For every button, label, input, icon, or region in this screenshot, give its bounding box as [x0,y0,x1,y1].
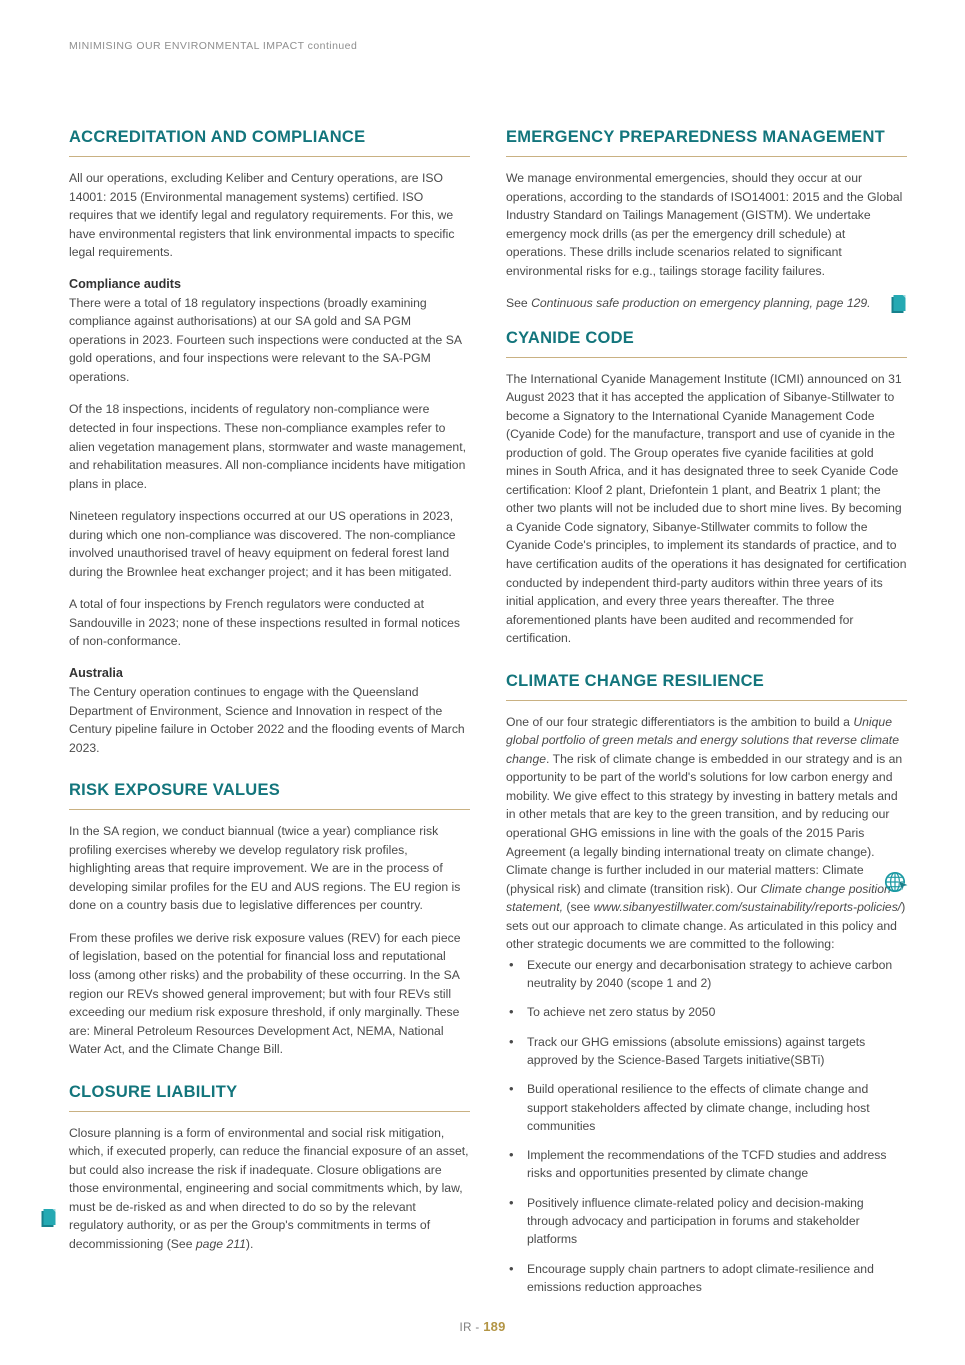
heading-rule [69,156,470,157]
compliance-audits-paragraph-2: Of the 18 inspections, incidents of regulatory non-compliance were detected in four inspections. These non-compliance examples refer to alien vegetation management plans, stormwater and waste management, and rehabilitation measures. All non-compliance incidents have mitigation plans in place. [69,402,466,491]
list-item: • Encourage supply chain partners to adopt climate-resilience and emissions reduction approaches [506,1260,907,1297]
section-title-emergency-preparedness: EMERGENCY PREPAREDNESS MANAGEMENT [506,128,885,146]
section-gap [69,771,470,781]
closure-liability-text-after: ). [245,1236,254,1251]
document-icon[interactable] [40,1208,57,1229]
subheading-compliance-audits: Compliance audits [69,276,181,291]
risk-exposure-paragraph-2: From these profiles we derive risk exposure values (REV) for each piece of legislation, based on the potential for financial loss and reputational loss (among other risks) and the probability of these occurring. In the SA region our REVs showed general improvement; but with four REVs still exceeding our medium risk exposure threshold, if only marginally. These are: Mineral Petroleum Resources Development Act, NEMA, National Water Act, and the Climate Change Bill. [69,930,461,1057]
list-item: • To achieve net zero status by 2050 [506,1003,907,1021]
list-item: • Positively influence climate-related policy and decision-making through advocacy and participation in forums and stakeholder platforms [506,1194,907,1249]
compliance-audits-paragraph-3: Nineteen regulatory inspections occurred at our US operations in 2023, during which one non-compliance was discovered. The non-compliance involved unauthorised travel of heavy equipment on federal forest land during the Brownlee heat exchanger project; and it has been mitigated. [69,509,456,579]
compliance-audits-paragraph-1: There were a total of 18 regulatory inspections (broadly examining compliance against authorisations) at our SA gold and SA PGM operations in 2023. Fourteen such inspections were conducted at the SA gold operations, and four inspections were relevant to the SA-PGM operations. [69,295,462,384]
climate-italic-position-statement: Climate change position statement, [506,881,891,915]
page-number: 189 [483,1319,506,1334]
climate-text-segment-3: (see [563,900,594,915]
cross-reference-target: Continuous safe production on emergency planning, page 129. [531,296,871,311]
section-title-climate-change-resilience: CLIMATE CHANGE RESILIENCE [506,671,765,690]
climate-text-segment-1: One of our four strategic differentiators is the ambition to build a [506,714,854,729]
right-column [506,128,907,1307]
running-header: MINIMISING OUR ENVIRONMENTAL IMPACT continued [69,40,358,52]
list-item: • Track our GHG emissions (absolute emissions) against targets approved by the Science-Based Targets initiative(SBTi) [506,1033,907,1070]
cyanide-code-paragraph: The International Cyanide Management Institute (ICMI) announced on 31 August 2023 that it has accepted the application of Sibanye-Stillwater to become a Signatory to the International Cyanide Management Code (Cyanide Code) for the manufacture, transport and use of cyanide in the production of gold. The Group operates five cyanide facilities at gold mines in South Africa, and it has designated three to seek Cyanide Code certification: Kloof 2 plant, Driefontein 1 plant, and Beatrix 1 plant; the other two plants will not be included due to short mine lives. By becoming a Cyanide Code signatory, Sibanye-Stillwater commits to follow the Cyanide Code's principles, to implement its standards of practice, and to have certification audits of the operations it has designated for certification conducted by independent third-party auditors within three years of its initial application, and every three years thereafter. The three aforementioned plants have been audited and recommended for certification. [506,371,907,646]
climate-text-segment-2: . The risk of climate change is embedded in our strategy and is an opportunity to be part of the world's solutions for low carbon energy and mobility. We give effect to this strategy by investing in battery metals and in other metals that are key to the green transition, and by reducing our operational GHG emissions in line with the goals of the 2015 Paris Agreement (a legally binding international treaty on climate change). Climate change is further included in our material matters: Climate (physical risk) and climate (transition risk). Our [506,751,903,896]
cross-reference-lead: See [506,296,532,311]
cross-reference-emergency [506,294,907,312]
section-title-accreditation: ACCREDITATION AND COMPLIANCE [69,128,366,146]
climate-policy-url[interactable]: www.sibanyestillwater.com/sustainability/reports-policies/ [593,900,902,915]
document-icon[interactable] [890,294,907,315]
left-column [69,128,470,1307]
climate-text-segment-4: ) sets out our approach to climate change. As articulated in this policy and other strategic documents we are committed to the following: [506,900,906,952]
section-gap [506,662,907,672]
footer-prefix: IR - [459,1322,484,1334]
closure-liability-text-before: Closure planning is a form of environmental and social risk mitigation, which, if executed properly, can reduce the financial exposure of an asset, but could also increase the risk if inadequate. Closure obligations are those environmental, engineering and social commitments which, by law, must be de-risked as and when directed to do so by the relevant regulatory authority, or as per the Group's commitments in terms of decommissioning (See [69,1125,469,1251]
heading-rule [69,1111,470,1112]
list-item: • Implement the recommendations of the TCFD studies and address risks and opportunities presented by climate change [506,1146,907,1183]
heading-rule [69,809,470,810]
compliance-audits-paragraph-4: A total of four inspections by French regulators were conducted at Sandouville in 2023; none of these inspections resulted in formal notices of non-conformance. [69,597,460,649]
list-item: • Execute our energy and decarbonisation strategy to achieve carbon neutrality by 2040 (scope 1 and 2) [506,956,907,993]
closure-liability-paragraph [69,1124,470,1254]
climate-italic-differentiator: Unique global portfolio of green metals and energy solutions that reverse climate change [506,714,899,766]
risk-exposure-paragraph-1: In the SA region, we conduct biannual (twice a year) compliance risk profiling exercises whereby we develop regulatory risk profiles, highlighting areas that require improvement. We are in the process of developing similar profiles for the EU and AUS regions. The EU region is done on a country basis due to legislative differences per country. [69,824,461,913]
section-title-closure-liability: CLOSURE LIABILITY [69,1082,238,1101]
section-gap [69,1073,470,1083]
list-item: • Build operational resilience to the effects of climate change and support stakeholders affected by climate change, including host communities [506,1080,907,1135]
section-title-cyanide-code: CYANIDE CODE [506,328,634,347]
accreditation-intro-paragraph: All our operations, excluding Keliber and Century operations, are ISO 14001: 2015 (Environmental management systems) certified. ISO requires that we identify legal and regulatory requirements. For this, we have environmental registers that link environmental impacts to specific legal requirements. [69,170,455,260]
emergency-paragraph: We manage environmental emergencies, should they occur at our operations, according to the standards of ISO14001: 2015 and the Global Industry Standard on Tailings Management (GISTM). We undertake emergency mock drills (as per the emergency drill schedule) at operations. These drills include scenarios related to significant environmental risks for e.g., tailings storage facility failures. [506,170,903,278]
subheading-australia: Australia [69,666,123,680]
page-footer [0,1319,965,1334]
section-title-risk-exposure-values: RISK EXPOSURE VALUES [69,781,280,800]
closure-liability-page-reference: page 211 [195,1236,246,1251]
two-column-body [69,128,907,1307]
climate-commitments-list [506,956,907,1296]
australia-paragraph: The Century operation continues to engage with the Queensland Department of Environment, Science and Innovation in respect of the Century pipeline failure in October 2022 and the flooding events of March 2023. [69,685,465,755]
heading-rule [506,357,907,358]
heading-rule [506,156,907,157]
heading-rule [506,700,907,701]
climate-intro-paragraph [506,713,907,954]
